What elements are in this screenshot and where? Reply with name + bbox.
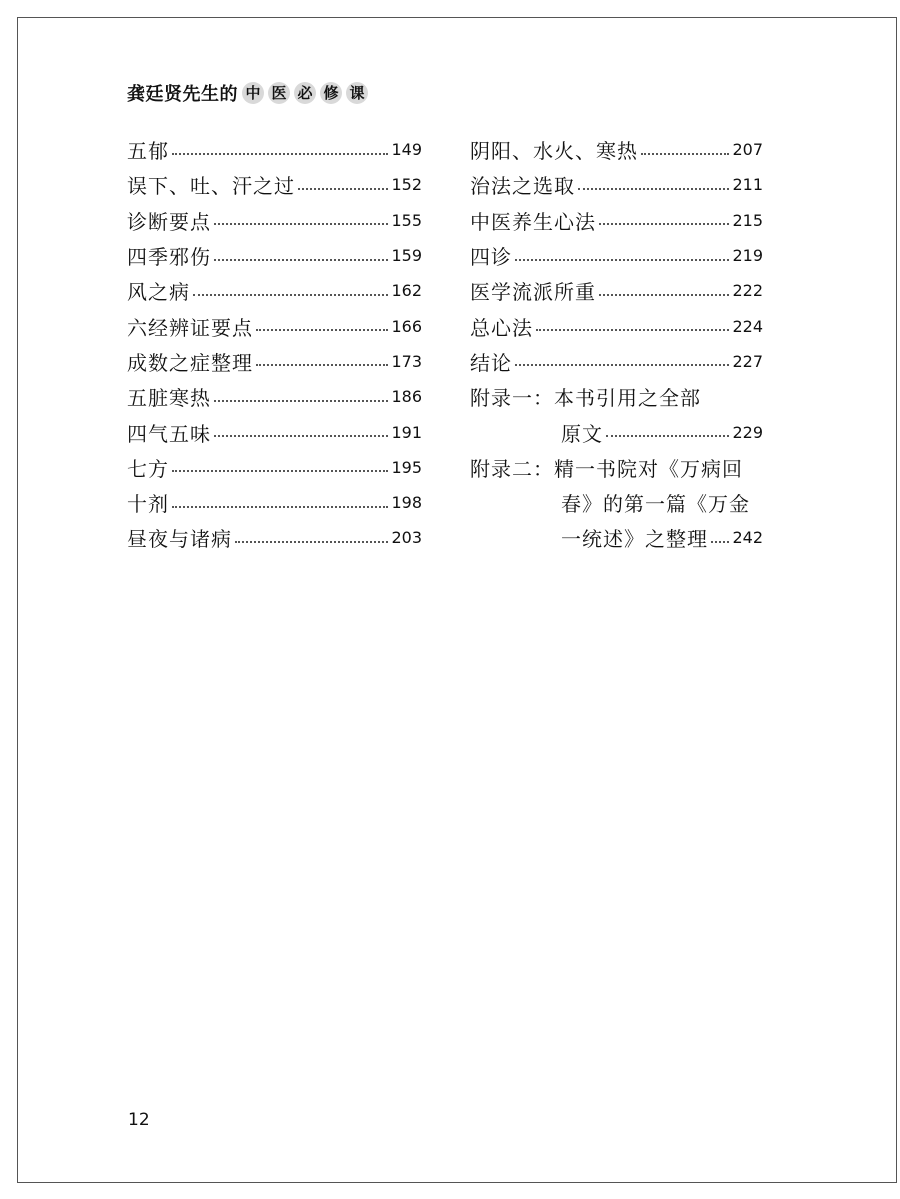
toc-page: 173	[391, 351, 422, 371]
leader-dots	[641, 153, 729, 155]
toc-title: 昼夜与诸病	[127, 527, 232, 552]
toc-entry[interactable]	[127, 520, 422, 555]
toc-entry[interactable]	[127, 167, 422, 202]
toc-title: 总心法	[470, 315, 533, 340]
toc-title: 春》的第一篇《万金	[561, 492, 750, 517]
toc-page: 229	[732, 422, 763, 442]
toc-entry[interactable]	[127, 308, 422, 343]
leader-dots	[214, 400, 388, 402]
toc-page: 242	[732, 528, 763, 548]
toc-page: 159	[391, 246, 422, 266]
leader-dots	[599, 294, 729, 296]
leader-dots	[256, 329, 388, 331]
page-number: 12	[128, 1110, 150, 1130]
toc-title: 成数之症整理	[127, 350, 253, 375]
toc-entry[interactable]	[470, 308, 763, 343]
header-char: 医	[268, 82, 290, 104]
toc-title: 十剂	[127, 492, 169, 517]
leader-dots	[515, 259, 729, 261]
header-char: 修	[320, 82, 342, 104]
toc-page: 224	[732, 316, 763, 336]
toc-left-column	[127, 132, 422, 556]
leader-dots	[256, 364, 388, 366]
toc-right-column	[470, 132, 763, 556]
toc-page: 215	[732, 210, 763, 230]
toc-page: 227	[732, 351, 763, 371]
toc-entry[interactable]	[470, 132, 763, 167]
header-course-title	[242, 82, 372, 104]
leader-dots	[172, 470, 388, 472]
header-author: 龚廷贤先生的	[127, 84, 238, 105]
toc-title: 风之病	[127, 280, 190, 305]
toc-title: 四诊	[470, 245, 512, 270]
toc-page: 152	[391, 175, 422, 195]
toc-page: 195	[391, 457, 422, 477]
toc-entry[interactable]	[127, 238, 422, 273]
toc-title: 结论	[470, 350, 512, 375]
toc-page: 207	[732, 140, 763, 160]
toc-title: 一统述》之整理	[561, 527, 708, 552]
leader-dots	[214, 435, 388, 437]
leader-dots	[298, 188, 388, 190]
toc-page: 162	[391, 281, 422, 301]
toc-entry[interactable]	[127, 132, 422, 167]
toc-page: 166	[391, 316, 422, 336]
toc-entry[interactable]	[470, 273, 763, 308]
leader-dots	[536, 329, 729, 331]
toc-entry[interactable]	[470, 344, 763, 379]
toc-page: 222	[732, 281, 763, 301]
toc-page: 191	[391, 422, 422, 442]
toc-appendix1-line2[interactable]	[470, 414, 763, 449]
toc-page: 155	[391, 210, 422, 230]
toc-entry[interactable]	[127, 414, 422, 449]
toc-page: 198	[391, 493, 422, 513]
toc-appendix2-line2[interactable]	[470, 485, 763, 520]
toc-page: 186	[391, 387, 422, 407]
toc-page: 219	[732, 246, 763, 266]
header-char: 课	[346, 82, 368, 104]
toc-title: 原文	[561, 421, 603, 446]
header-char: 必	[294, 82, 316, 104]
toc-title: 四气五味	[127, 421, 211, 446]
toc-entry[interactable]	[127, 485, 422, 520]
leader-dots	[515, 364, 729, 366]
toc-title: 治法之选取	[470, 174, 575, 199]
leader-dots	[172, 153, 388, 155]
toc-title: 中医养生心法	[470, 209, 596, 234]
toc-title: 附录一：本书引用之全部	[470, 386, 701, 411]
toc-title: 六经辨证要点	[127, 315, 253, 340]
leader-dots	[214, 259, 388, 261]
toc-title: 附录二：精一书院对《万病回	[470, 456, 743, 481]
leader-dots	[172, 506, 388, 508]
leader-dots	[606, 435, 729, 437]
toc-page: 149	[391, 140, 422, 160]
toc-entry[interactable]	[127, 273, 422, 308]
leader-dots	[578, 188, 729, 190]
toc-entry[interactable]	[127, 379, 422, 414]
toc-title: 七方	[127, 456, 169, 481]
toc-title: 诊断要点	[127, 209, 211, 234]
toc-title: 五脏寒热	[127, 386, 211, 411]
toc-entry[interactable]	[470, 167, 763, 202]
toc-title: 医学流派所重	[470, 280, 596, 305]
header-char: 中	[242, 82, 264, 104]
leader-dots	[599, 223, 729, 225]
leader-dots	[193, 294, 388, 296]
toc-entry[interactable]	[127, 203, 422, 238]
leader-dots	[214, 223, 388, 225]
leader-dots	[235, 541, 388, 543]
toc-title: 五郁	[127, 139, 169, 164]
toc-page: 203	[391, 528, 422, 548]
toc-page: 211	[732, 175, 763, 195]
toc-appendix1-line1[interactable]	[470, 379, 763, 414]
toc-appendix2-line1[interactable]	[470, 450, 763, 485]
toc-entry[interactable]	[470, 203, 763, 238]
toc-title: 四季邪伤	[127, 245, 211, 270]
toc-entry[interactable]	[127, 344, 422, 379]
toc-appendix2-line3[interactable]	[470, 520, 763, 555]
leader-dots	[711, 541, 729, 543]
toc-title: 误下、吐、汗之过	[127, 174, 295, 199]
running-header	[127, 80, 372, 106]
toc-title: 阴阳、水火、寒热	[470, 139, 638, 164]
toc-entry[interactable]	[127, 450, 422, 485]
toc-entry[interactable]	[470, 238, 763, 273]
